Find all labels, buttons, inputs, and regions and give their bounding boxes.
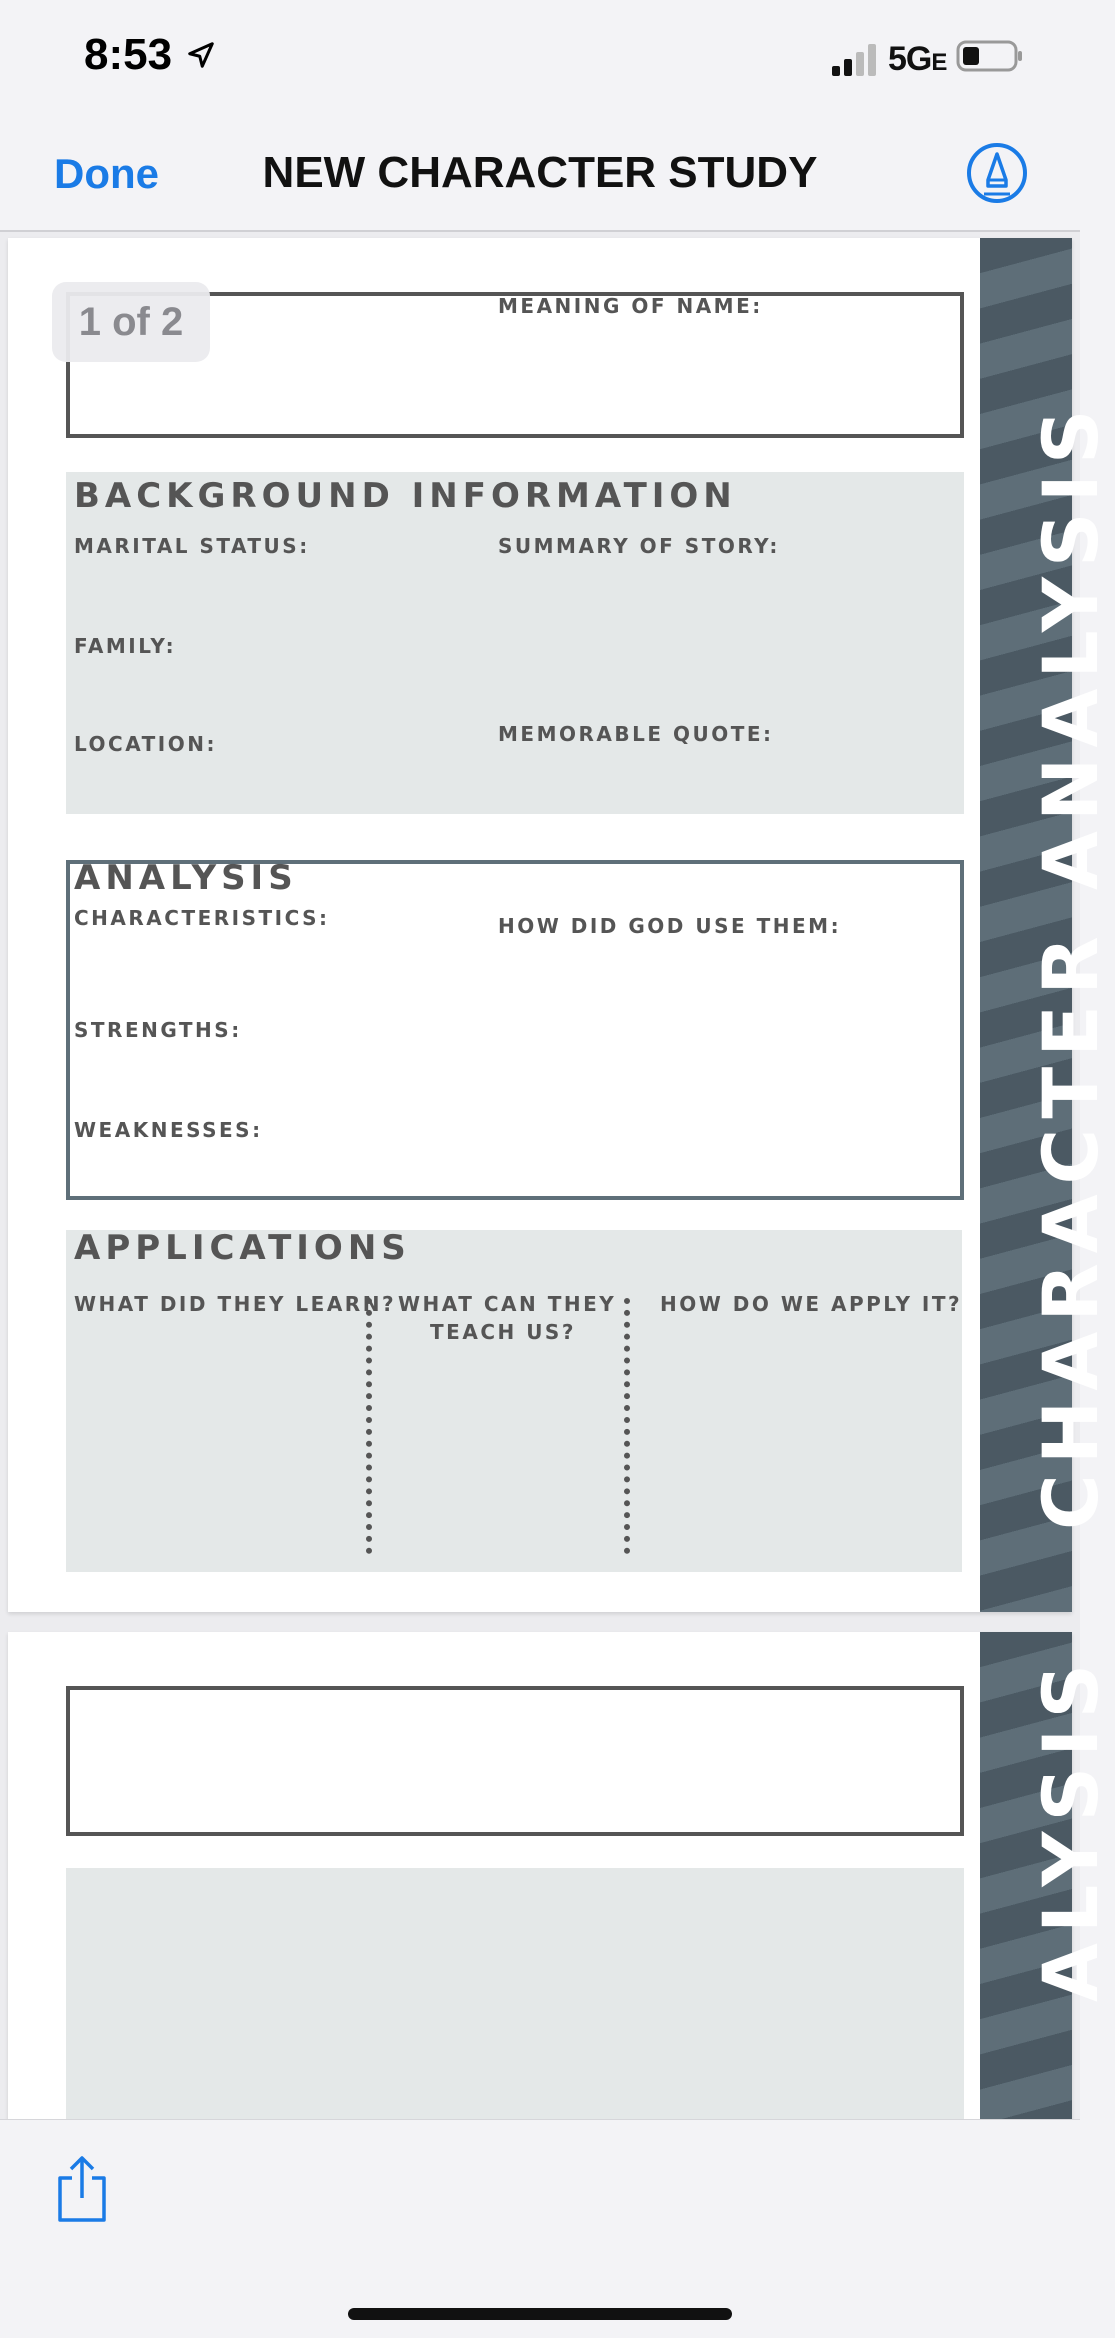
location-label: LOCATION: xyxy=(74,732,217,756)
family-label: FAMILY: xyxy=(74,634,177,658)
teach-label: WHAT CAN THEY TEACH US? xyxy=(398,1292,617,1344)
document-viewer[interactable] xyxy=(0,232,1115,2119)
side-banner-text: ALYSIS xyxy=(1026,1653,1115,2002)
status-bar xyxy=(0,0,1080,120)
applications-section xyxy=(66,1230,962,1572)
column-divider xyxy=(624,1298,630,1554)
page-indicator: 1 of 2 xyxy=(52,282,210,362)
battery-icon xyxy=(956,40,1024,72)
cellular-signal-icon xyxy=(832,44,882,76)
strengths-label: STRENGTHS: xyxy=(74,1018,242,1042)
apply-label: HOW DO WE APPLY IT? xyxy=(660,1292,963,1316)
marital-status-label: MARITAL STATUS: xyxy=(74,534,310,558)
background-section xyxy=(66,472,964,814)
summary-label: SUMMARY OF STORY: xyxy=(498,534,780,558)
memorable-quote-label: MEMORABLE QUOTE: xyxy=(498,722,774,746)
column-divider xyxy=(366,1298,372,1554)
weaknesses-label: WEAKNESSES: xyxy=(74,1118,263,1142)
bottom-toolbar xyxy=(0,2119,1080,2338)
characteristics-label: CHARACTERISTICS: xyxy=(74,906,330,930)
network-type: 5GE xyxy=(888,40,947,78)
clock: 8:53 xyxy=(84,30,173,79)
meaning-of-name-label: MEANING OF NAME: xyxy=(498,294,763,318)
location-arrow-icon xyxy=(186,40,216,70)
markup-pen-icon[interactable] xyxy=(966,142,1028,204)
navigation-bar xyxy=(0,120,1080,232)
page-title: NEW CHARACTER STUDY xyxy=(262,148,818,197)
done-button[interactable]: Done xyxy=(54,150,159,197)
name-box xyxy=(66,1686,964,1836)
background-heading: BACKGROUND INFORMATION xyxy=(74,476,737,516)
applications-heading: APPLICATIONS xyxy=(74,1228,411,1268)
share-icon[interactable] xyxy=(54,2154,110,2224)
analysis-heading: ANALYSIS xyxy=(74,858,298,898)
god-use-label: HOW DID GOD USE THEM: xyxy=(498,914,842,938)
document-page-1 xyxy=(8,238,1115,1612)
home-indicator[interactable] xyxy=(348,2308,732,2320)
side-banner xyxy=(980,238,1115,1612)
learn-label: WHAT DID THEY LEARN? xyxy=(74,1292,397,1316)
side-banner-text: CHARACTER ANALYSIS xyxy=(1026,399,1115,1530)
